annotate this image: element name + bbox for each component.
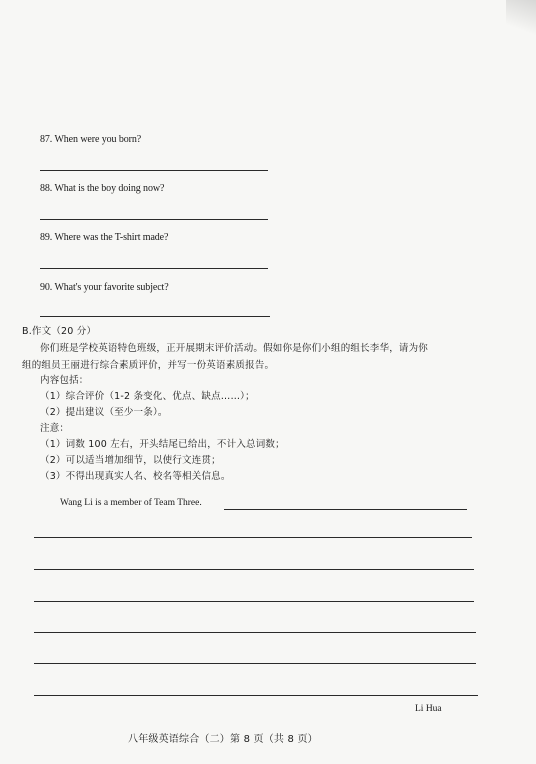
writing-line-5[interactable] bbox=[34, 663, 476, 664]
answer-line-88[interactable] bbox=[40, 219, 268, 220]
note-item-1: （1）词数 100 左右，开头结尾已给出，不计入总词数； bbox=[40, 439, 285, 450]
question-text: Where was the T-shirt made? bbox=[54, 232, 169, 243]
notes-label: 注意： bbox=[40, 423, 70, 434]
note-item-2: （2）可以适当增加细节，以使行文连贯； bbox=[40, 455, 221, 466]
question-number: 87. bbox=[40, 134, 53, 145]
question-number: 88. bbox=[40, 183, 53, 194]
answer-line-89[interactable] bbox=[40, 268, 268, 269]
question-number: 90. bbox=[40, 282, 53, 293]
content-label: 内容包括： bbox=[40, 375, 89, 386]
writing-heading: B.作文（20 分） bbox=[22, 326, 97, 337]
question-87 bbox=[40, 134, 141, 145]
question-text: When were you born? bbox=[54, 134, 142, 145]
answer-line-90[interactable] bbox=[40, 316, 270, 317]
content-item-1: （1）综合评价（1-2 条变化、优点、缺点……）； bbox=[40, 391, 255, 402]
signature: Li Hua bbox=[415, 704, 442, 714]
writing-line-3[interactable] bbox=[34, 601, 474, 602]
writing-line-6[interactable] bbox=[34, 695, 478, 696]
writing-line-0[interactable] bbox=[224, 509, 467, 510]
question-number: 89. bbox=[40, 232, 53, 243]
answer-line-87[interactable] bbox=[40, 170, 268, 171]
writing-opening: Wang Li is a member of Team Three. bbox=[60, 498, 202, 508]
note-item-3: （3）不得出现真实人名、校名等相关信息。 bbox=[40, 471, 231, 482]
writing-line-1[interactable] bbox=[34, 537, 472, 538]
writing-line-2[interactable] bbox=[34, 569, 474, 570]
question-text: What is the boy doing now? bbox=[54, 183, 165, 194]
page-footer: 八年级英语综合（二）第 8 页（共 8 页） bbox=[128, 734, 318, 745]
question-88 bbox=[40, 183, 164, 194]
writing-line-4[interactable] bbox=[34, 632, 476, 633]
question-90 bbox=[40, 282, 169, 293]
content-item-2: （2）提出建议（至少一条）。 bbox=[40, 407, 168, 418]
question-text: What's your favorite subject? bbox=[54, 282, 169, 293]
question-89 bbox=[40, 232, 168, 243]
writing-prompt-line2: 组的组员王丽进行综合素质评价，并写一份英语素质报告。 bbox=[22, 360, 275, 371]
page-corner-shadow bbox=[506, 0, 536, 40]
writing-prompt-line1: 你们班是学校英语特色班级，正开展期末评价活动。假如你是你们小组的组长李华，请为你 bbox=[40, 343, 429, 354]
